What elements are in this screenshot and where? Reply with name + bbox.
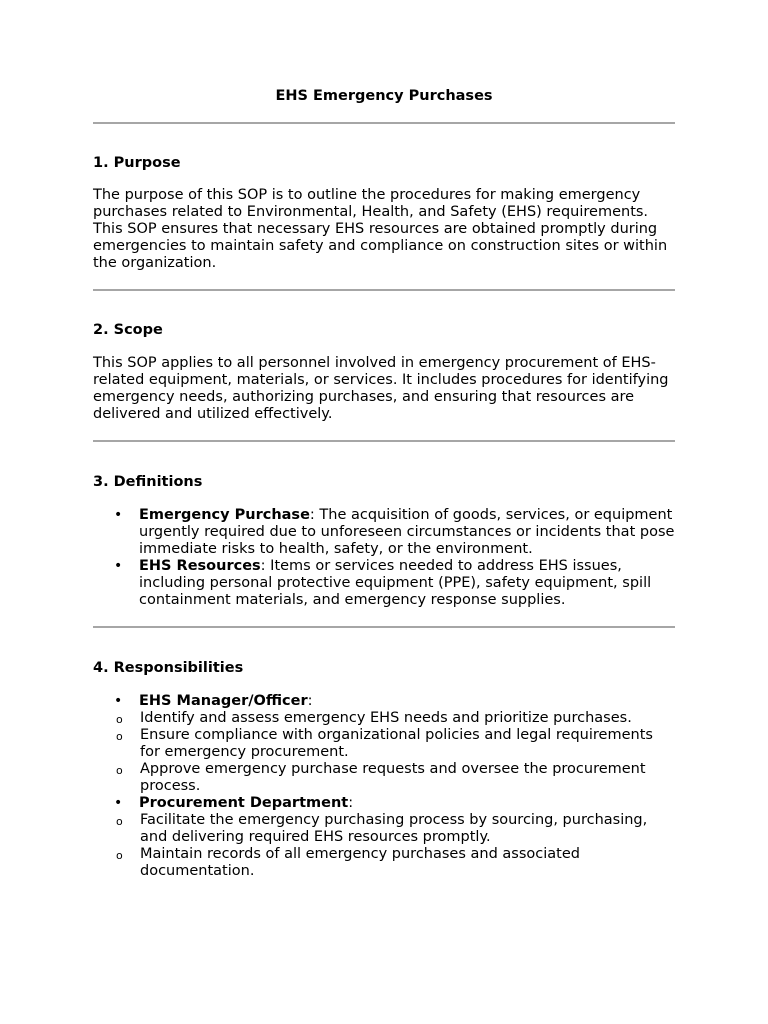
definition-text: : The acquisition of goods, services, or equipment urgently required due to unforeseen circumstances or incidents that pose immediate risks to health, safety, or the environment.	[139, 507, 675, 557]
sub-bullet-icon: o	[116, 713, 123, 726]
duty-text: Facilitate the emergency purchasing process by sourcing, purchasing, and delivering required EHS resources promptly.	[140, 812, 648, 845]
duty-item	[93, 727, 675, 761]
duties-list	[93, 812, 675, 880]
duty-text: Maintain records of all emergency purchases and associated documentation.	[140, 846, 580, 879]
definition-text: : Items or services needed to address EHS issues, including personal protective equipment (PPE), safety equipment, spill containment materials, and emergency response supplies.	[139, 558, 652, 608]
duty-text: Ensure compliance with organizational policies and legal requirements for emergency procurement.	[140, 727, 653, 760]
duties-list	[93, 710, 675, 795]
section-heading-purpose: 1. Purpose	[93, 155, 181, 171]
role-name: EHS Manager/Officer	[139, 693, 308, 709]
bullet-icon: •	[114, 693, 123, 709]
duty-text: Identify and assess emergency EHS needs and prioritize purchases.	[140, 710, 632, 726]
section-responsibilities	[93, 659, 675, 880]
role-item	[93, 795, 675, 880]
bullet-icon: •	[114, 795, 123, 811]
sub-bullet-icon: o	[116, 764, 123, 777]
document-page	[93, 86, 675, 880]
section-purpose	[93, 154, 675, 272]
definition-term: Emergency Purchase	[139, 507, 310, 523]
duty-item	[93, 846, 675, 880]
role-item	[93, 693, 675, 795]
purpose-text: The purpose of this SOP is to outline the procedures for making emergency purchases related to Environmental, Health, and Safety (EHS) requirements. This SOP ensures that necessary EHS resources are obtained promptly during emergencies to maintain safety and compliance on construction sites or within the organization.	[93, 187, 668, 271]
document-title: EHS Emergency Purchases	[275, 88, 493, 104]
role-name: Procurement Department	[139, 795, 349, 811]
definitions-list	[93, 507, 675, 609]
section-scope	[93, 321, 675, 423]
sub-bullet-icon: o	[116, 730, 123, 743]
role-suffix: :	[348, 795, 354, 811]
section-heading-definitions: 3. Definitions	[93, 474, 203, 490]
duty-item	[93, 812, 675, 846]
sub-bullet-icon: o	[116, 815, 123, 828]
definition-item	[93, 558, 675, 609]
duty-text: Approve emergency purchase requests and oversee the procurement process.	[140, 761, 646, 794]
section-heading-scope: 2. Scope	[93, 322, 163, 338]
bullet-icon: •	[114, 507, 123, 523]
scope-text: This SOP applies to all personnel involved in emergency procurement of EHS-related equipment, materials, or services. It includes procedures for identifying emergency needs, authorizing purchases, and ensuring that resources are delivered and utilized effectively.	[93, 355, 669, 422]
section-definitions	[93, 473, 675, 609]
role-suffix: :	[307, 693, 313, 709]
bullet-icon: •	[114, 558, 123, 574]
definition-item	[93, 507, 675, 558]
section-heading-responsibilities: 4. Responsibilities	[93, 660, 244, 676]
sub-bullet-icon: o	[116, 849, 123, 862]
responsibilities-list	[93, 693, 675, 880]
duty-item	[93, 710, 675, 727]
duty-item	[93, 761, 675, 795]
definition-term: EHS Resources	[139, 558, 261, 574]
